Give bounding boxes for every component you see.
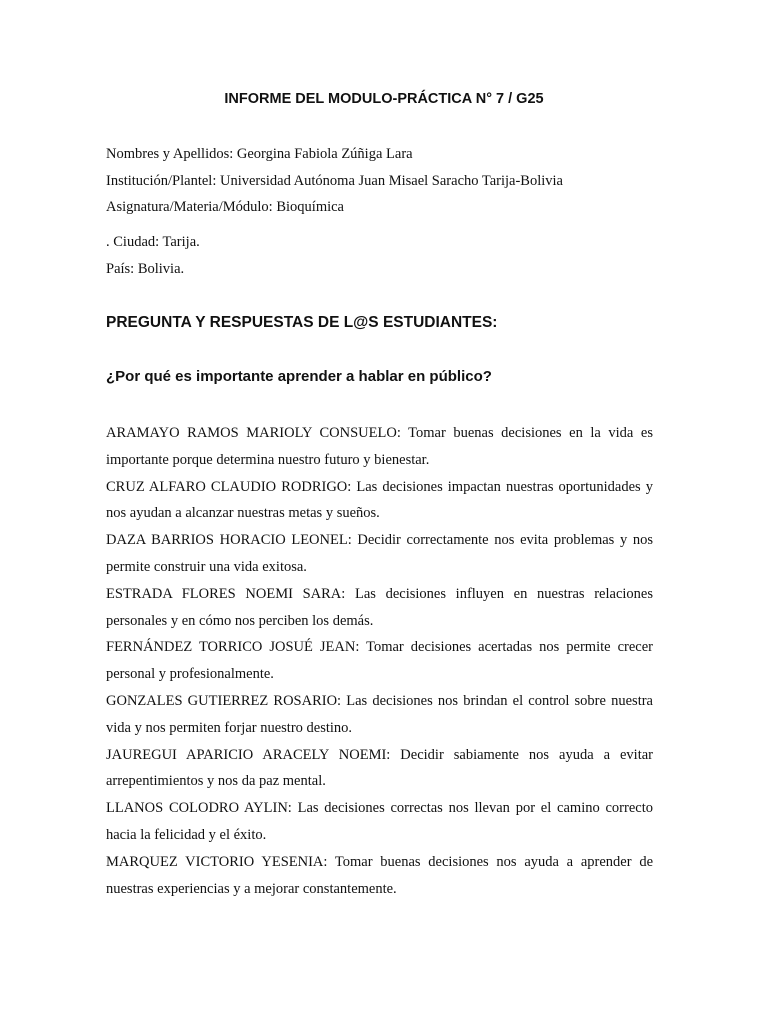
answers-list bbox=[106, 420, 653, 902]
student-name-line: Nombres y Apellidos: Georgina Fabiola Zúñiga Lara bbox=[106, 146, 413, 162]
answer-paragraph: GONZALES GUTIERREZ ROSARIO: Las decisiones nos brindan el control sobre nuestra vida y nos permiten forjar nuestro destino. bbox=[106, 692, 653, 736]
answer-paragraph: MARQUEZ VICTORIO YESENIA: Tomar buenas decisiones nos ayuda a aprender de nuestras experiencias y a mejorar constantemente. bbox=[106, 853, 653, 897]
answer-paragraph: ARAMAYO RAMOS MARIOLY CONSUELO: Tomar buenas decisiones en la vida es importante porque determina nuestro futuro y bienestar. bbox=[106, 425, 653, 468]
answer-paragraph: CRUZ ALFARO CLAUDIO RODRIGO: Las decisiones impactan nuestras oportunidades y nos ayudan a alcanzar nuestras metas y sueños. bbox=[106, 478, 653, 522]
answer-paragraph: JAUREGUI APARICIO ARACELY NOEMI: Decidir sabiamente nos ayuda a evitar arrepentimientos y nos da paz mental. bbox=[106, 746, 653, 790]
subject-line: Asignatura/Materia/Módulo: Bioquímica bbox=[106, 199, 344, 215]
answer-paragraph: ESTRADA FLORES NOEMI SARA: Las decisiones influyen en nuestras relaciones personales y en cómo nos perciben los demás. bbox=[106, 585, 653, 629]
country-line: País: Bolivia. bbox=[106, 261, 185, 277]
question-heading: ¿Por qué es importante aprender a hablar en público? bbox=[106, 368, 492, 385]
document-title: INFORME DEL MODULO-PRÁCTICA N° 7 / G25 bbox=[224, 91, 544, 107]
institution-line: Institución/Plantel: Universidad Autónoma Juan Misael Saracho Tarija-Bolivia bbox=[106, 173, 563, 189]
answer-paragraph: DAZA BARRIOS HORACIO LEONEL: Decidir correctamente nos evita problemas y nos permite construir una vida exitosa. bbox=[106, 532, 653, 575]
answer-paragraph: LLANOS COLODRO AYLIN: Las decisiones correctas nos llevan por el camino correcto hacia la felicidad y el éxito. bbox=[106, 800, 653, 843]
city-line: . Ciudad: Tarija. bbox=[106, 234, 200, 250]
section-heading: PREGUNTA Y RESPUESTAS DE L@S ESTUDIANTES: bbox=[106, 314, 498, 331]
answer-paragraph: FERNÁNDEZ TORRICO JOSUÉ JEAN: Tomar decisiones acertadas nos permite crecer personal y profesionalmente. bbox=[106, 639, 653, 683]
